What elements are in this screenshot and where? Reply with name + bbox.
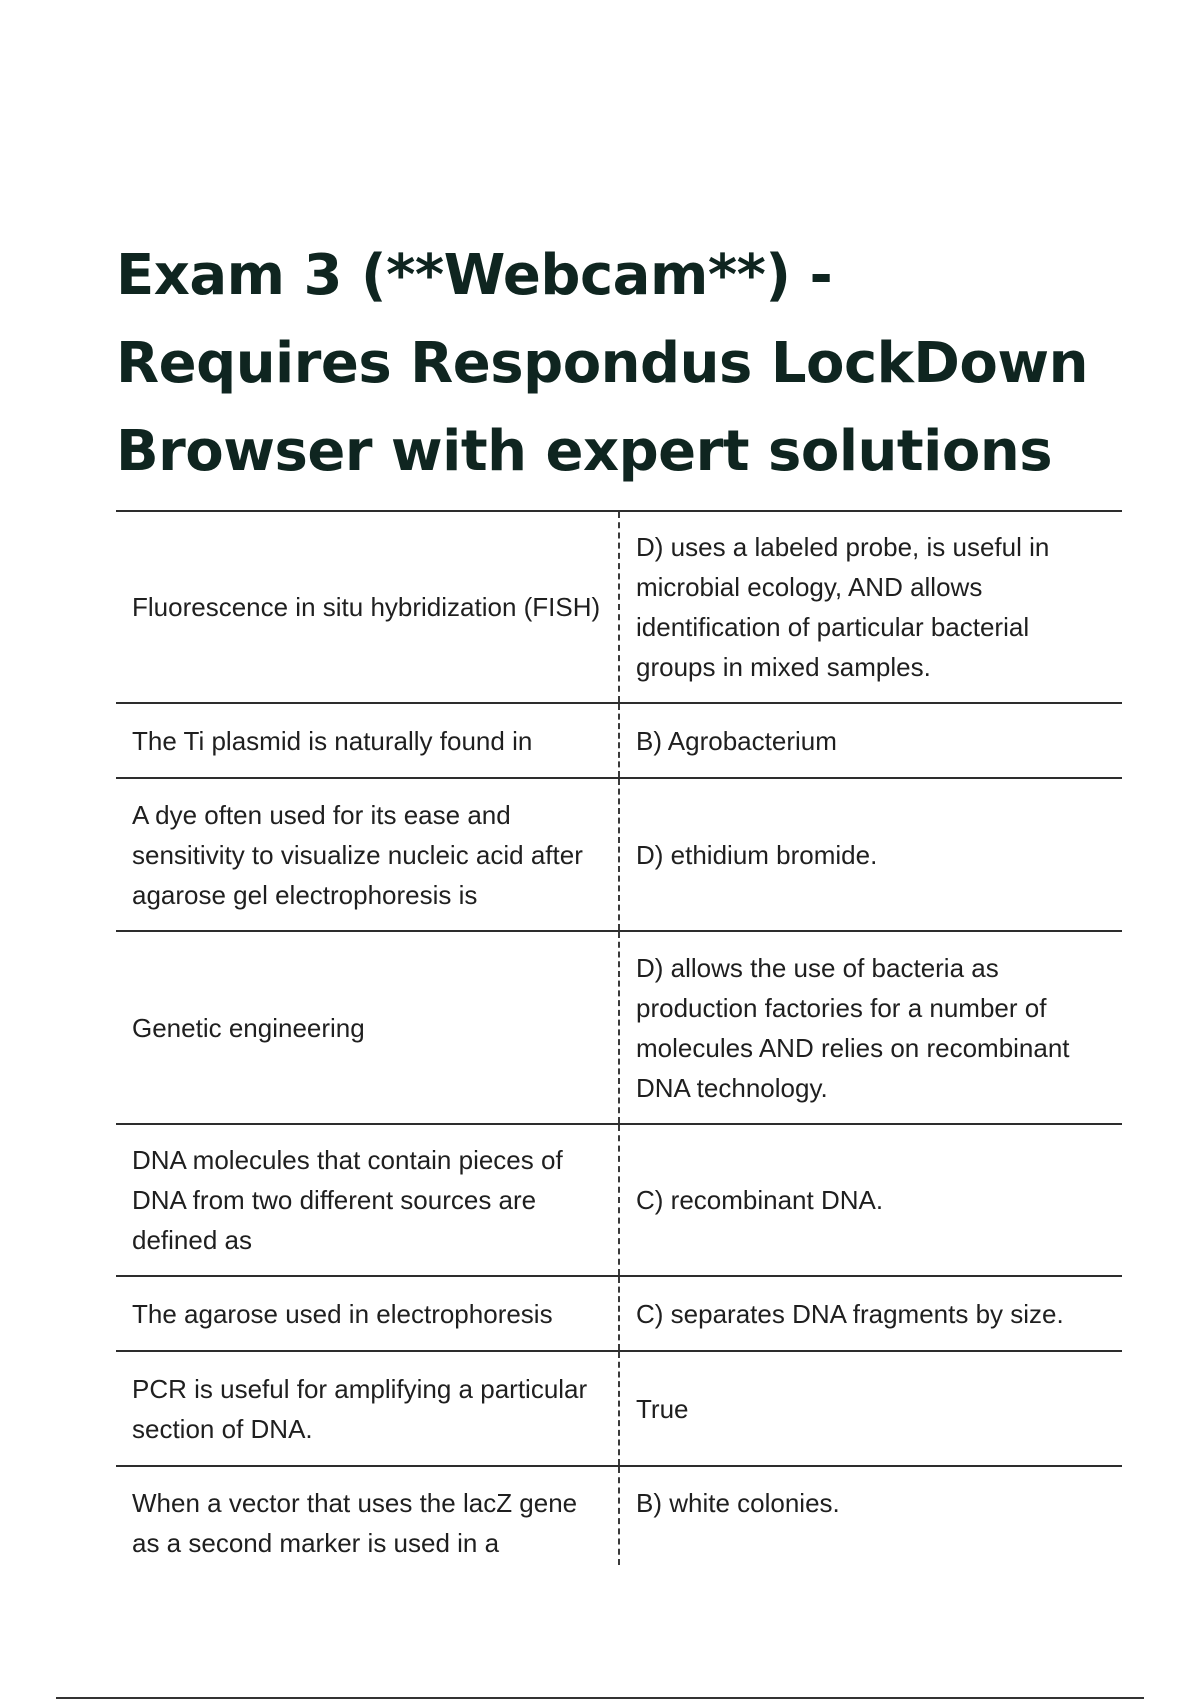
- term-cell: The agarose used in electrophoresis: [132, 1298, 553, 1329]
- term-cell: DNA molecules that contain pieces of DNA from two different sources are defined as: [132, 1145, 563, 1255]
- term-cell: A dye often used for its ease and sensitivity to visualize nucleic acid after agarose gel electrophoresis is: [132, 799, 583, 910]
- table-row: [116, 1277, 1122, 1352]
- table-row: [116, 932, 1122, 1125]
- table-row: [116, 704, 1122, 779]
- definition-cell: D) ethidium bromide.: [618, 779, 1122, 930]
- definition-cell: B) Agrobacterium: [618, 704, 1122, 777]
- definition-cell: D) allows the use of bacteria as production factories for a number of molecules AND relies on recombinant DNA technology.: [618, 932, 1122, 1123]
- term-cell: PCR is useful for amplifying a particular section of DNA.: [132, 1373, 588, 1444]
- table-row: [116, 1352, 1122, 1467]
- term-cell: When a vector that uses the lacZ gene as a second marker is used in a: [132, 1488, 578, 1558]
- qa-table: [116, 510, 1122, 1565]
- term-cell: Fluorescence in situ hybridization (FISH): [132, 592, 601, 622]
- footer-divider: [56, 1697, 1144, 1699]
- definition-cell: C) recombinant DNA.: [618, 1125, 1122, 1275]
- definition-cell: B) white colonies.: [618, 1467, 1122, 1565]
- table-row: [116, 779, 1122, 932]
- term-cell: Genetic engineering: [132, 1012, 365, 1043]
- page-title: Exam 3 (**Webcam**) - Requires Respondus LockDown Browser with expert solutions: [116, 243, 1088, 484]
- table-row: [116, 1125, 1122, 1277]
- definition-cell: D) uses a labeled probe, is useful in microbial ecology, AND allows identification of particular bacterial groups in mixed samples.: [618, 512, 1122, 702]
- definition-cell: True: [618, 1352, 1122, 1465]
- definition-cell: C) separates DNA fragments by size.: [618, 1277, 1122, 1350]
- term-cell: The Ti plasmid is naturally found in: [132, 725, 533, 756]
- table-row: [116, 512, 1122, 704]
- table-row: [116, 1467, 1122, 1565]
